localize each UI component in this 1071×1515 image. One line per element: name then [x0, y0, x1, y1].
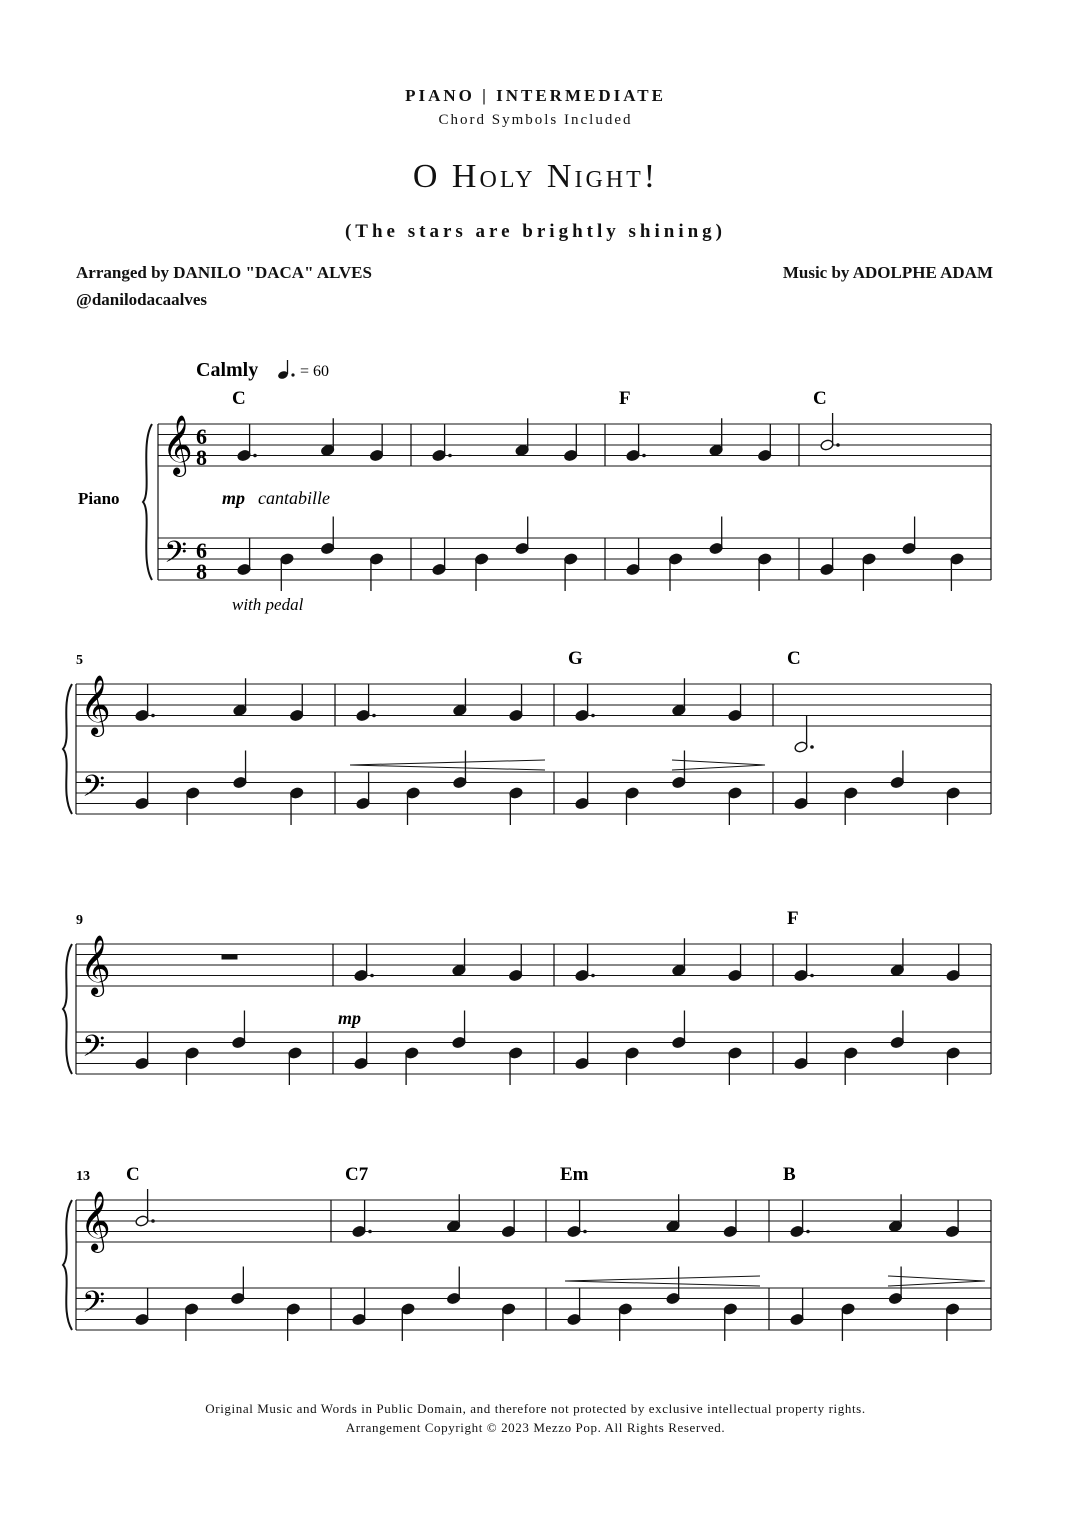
hairpin: [672, 760, 765, 765]
treble-clef-icon: 𝄞: [162, 417, 193, 474]
note-dot: [591, 714, 595, 718]
bass-clef-icon: 𝄢: [164, 536, 188, 576]
brace: [143, 424, 152, 580]
note-dot: [810, 745, 814, 749]
time-signature-top: 6: [196, 538, 207, 563]
hairpin: [888, 1276, 985, 1281]
chord-symbol: Em: [560, 1164, 589, 1185]
time-signature-bottom: 8: [196, 445, 207, 470]
chord-symbol: C: [787, 648, 801, 669]
treble-clef-icon: 𝄞: [80, 677, 111, 734]
tempo-note-icon: [277, 360, 295, 380]
bass-clef-icon: 𝄢: [82, 770, 106, 810]
hairpin: [350, 760, 545, 765]
measure-number: 5: [76, 653, 83, 668]
note-dot: [253, 454, 257, 458]
chord-symbols-note: Chord Symbols Included: [438, 112, 633, 128]
measure-number: 13: [76, 1169, 90, 1184]
music-systems: [63, 388, 991, 1341]
expression-marking: cantabille: [258, 488, 330, 508]
bass-clef-icon: 𝄢: [82, 1030, 106, 1070]
note-dot: [370, 974, 374, 978]
tempo-text: Calmly: [196, 359, 259, 381]
note-dot: [151, 714, 155, 718]
time-signature-bottom: 8: [196, 559, 207, 584]
dynamic-mp-2: mp: [338, 1008, 362, 1028]
system-4: [63, 1164, 991, 1341]
footer-public-domain: Original Music and Words in Public Domain, and therefore not protected by exclusive intellectual property rights.: [205, 1401, 866, 1416]
hairpin: [888, 1281, 985, 1286]
note-dot: [642, 454, 646, 458]
system-3: [63, 908, 991, 1085]
time-signature-top: 6: [196, 424, 207, 449]
note-dot: [806, 1230, 810, 1234]
note-dot: [591, 974, 595, 978]
tempo-value: = 60: [300, 363, 330, 380]
arranger-handle[interactable]: @danilodacaalves: [76, 290, 208, 309]
system-2: [63, 648, 991, 825]
pedal-marking: with pedal: [232, 595, 304, 614]
brace: [63, 684, 72, 814]
chord-symbol: F: [619, 388, 631, 409]
treble-clef-icon: 𝄞: [80, 1193, 111, 1250]
chord-symbol: F: [787, 908, 799, 929]
footer-copyright: Arrangement Copyright © 2023 Mezzo Pop. All Rights Reserved.: [345, 1420, 726, 1435]
measure-number: 9: [76, 913, 83, 928]
brace: [63, 1200, 72, 1330]
treble-clef-icon: 𝄞: [80, 937, 111, 994]
bass-clef-icon: 𝄢: [82, 1286, 106, 1326]
note-dot: [448, 454, 452, 458]
note-dot: [368, 1230, 372, 1234]
dynamic-mp: mp: [222, 488, 246, 508]
hairpin: [565, 1276, 760, 1281]
chord-symbol: B: [783, 1164, 796, 1185]
chord-symbol: G: [568, 648, 583, 669]
chord-symbol: C: [813, 388, 827, 409]
note-dot: [836, 443, 840, 447]
arranger-credit: Arranged by DANILO "DACA" ALVES: [76, 263, 372, 282]
chord-symbol: C: [232, 388, 246, 409]
category-label: PIANO | INTERMEDIATE: [405, 86, 666, 105]
whole-rest: [222, 955, 238, 960]
song-subtitle: (The stars are brightly shining): [344, 221, 726, 242]
hairpin: [672, 765, 765, 770]
instrument-label: Piano: [78, 489, 120, 508]
hairpin: [350, 765, 545, 770]
chord-symbol: C7: [345, 1164, 369, 1185]
note-dot: [372, 714, 376, 718]
song-title: O Holy Night!: [412, 158, 659, 195]
note-dot: [151, 1219, 155, 1223]
brace: [63, 944, 72, 1074]
note-dot: [583, 1230, 587, 1234]
note-dot: [810, 974, 814, 978]
hairpin: [565, 1281, 760, 1286]
composer-credit: Music by ADOLPHE ADAM: [782, 263, 993, 282]
chord-symbol: C: [126, 1164, 140, 1185]
